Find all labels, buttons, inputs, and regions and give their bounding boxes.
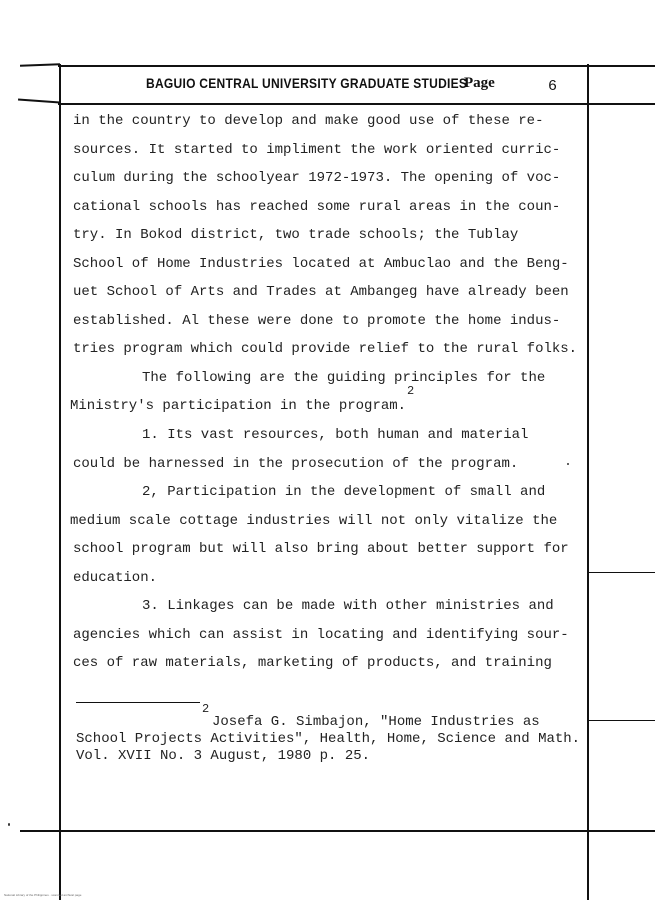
body-line: uet School of Arts and Trades at Ambangeg have already been: [73, 284, 569, 300]
footnote-line: Vol. XVII No. 3 August, 1980 p. 25.: [76, 748, 371, 764]
footnote-line: School Projects Activities", Health, Home, Science and Math.: [76, 731, 581, 747]
scan-speck: [567, 463, 569, 465]
body-line: School of Home Industries located at Ambuclao and the Beng-: [73, 256, 569, 272]
body-line: 2, Participation in the development of small and: [142, 484, 546, 500]
top-left-rule: [20, 63, 60, 66]
body-line: ces of raw materials, marketing of products, and training: [73, 655, 552, 671]
body-line: agencies which can assist in locating and identifying sour-: [73, 627, 569, 643]
body-line: could be harnessed in the prosecution of the program.: [73, 456, 519, 472]
body-line: education.: [73, 570, 158, 586]
body-line: 3. Linkages can be made with other ministries and: [142, 598, 554, 614]
body-line: sources. It started to impliment the work oriented curric-: [73, 142, 561, 158]
body-line: culum during the schoolyear 1972-1973. The opening of voc-: [73, 170, 561, 186]
header-page-label: Page: [464, 75, 495, 91]
header-title: BAGUIO CENTRAL UNIVERSITY GRADUATE STUDIES: [146, 75, 468, 91]
right-tick-1: [589, 572, 655, 573]
left-margin-rule: [59, 64, 61, 900]
scan-footer: National Library of the Philippines · scanned archival page: [4, 893, 82, 897]
page-number: 6: [548, 78, 558, 95]
body-line: in the country to develop and make good use of these re-: [73, 113, 544, 129]
header-underline: [58, 103, 655, 105]
footnote-reference: 2: [407, 384, 415, 398]
footnote-number: 2: [202, 702, 210, 716]
footnote-separator: [76, 702, 200, 703]
body-line: The following are the guiding principles for the: [142, 370, 546, 386]
body-line: 1. Its vast resources, both human and material: [142, 427, 529, 443]
right-margin-rule: [587, 64, 589, 900]
body-line: Ministry's participation in the program.: [70, 398, 407, 414]
bottom-rule: [20, 830, 655, 832]
body-line: established. Al these were done to promote the home indus-: [73, 313, 561, 329]
header-left-tick: [18, 99, 60, 104]
body-line: cational schools has reached some rural areas in the coun-: [73, 199, 561, 215]
body-line: tries program which could provide relief to the rural folks.: [73, 341, 578, 357]
body-line: try. In Bokod district, two trade schools; the Tublay: [73, 227, 519, 243]
right-tick-2: [589, 720, 655, 721]
top-rule: [58, 65, 655, 67]
body-line: medium scale cottage industries will not only vitalize the: [70, 513, 558, 529]
scan-speck: [8, 823, 10, 826]
body-line: school program but will also bring about better support for: [73, 541, 569, 557]
footnote-line: Josefa G. Simbajon, "Home Industries as: [212, 714, 540, 730]
